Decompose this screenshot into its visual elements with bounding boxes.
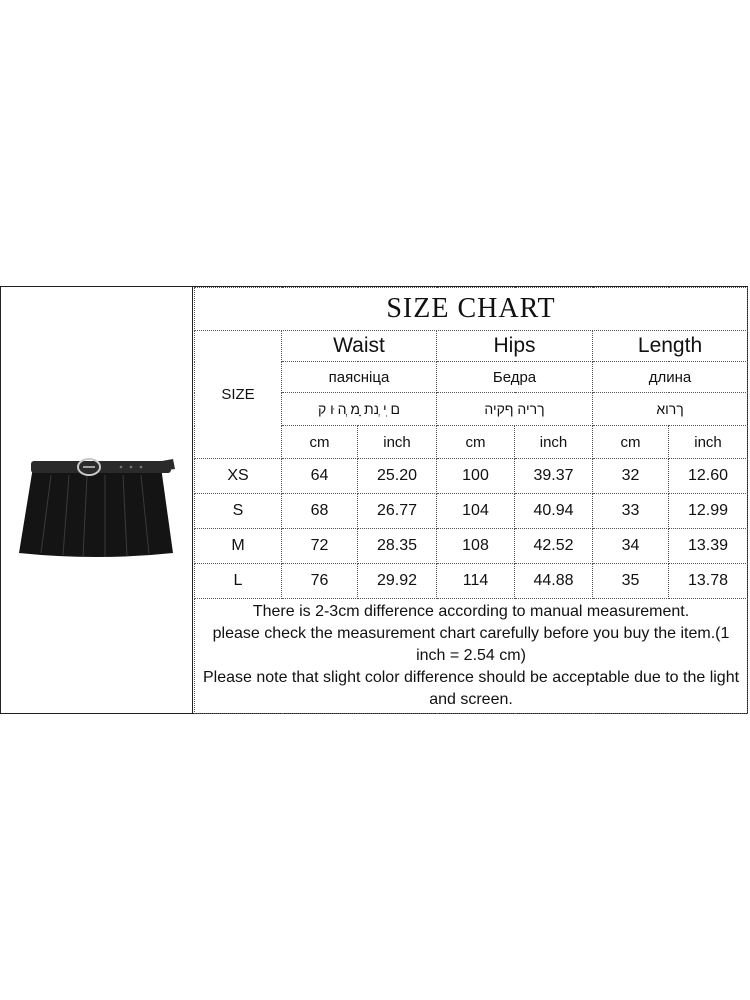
value-cell: 29.92 [358, 564, 437, 599]
table-row [195, 529, 748, 564]
value-cell: 32 [593, 459, 669, 494]
value-cell: 39.37 [515, 459, 593, 494]
chart-title: SIZE CHART [195, 288, 748, 331]
length-inch-unit: inch [669, 426, 748, 459]
hips-cm-unit: cm [437, 426, 515, 459]
value-cell: 44.88 [515, 564, 593, 599]
length-cm-unit: cm [593, 426, 669, 459]
note-line: There is 2-3cm difference according to manual measurement. [252, 603, 690, 620]
table-row [195, 459, 748, 494]
note-line: Please note that slight color difference should be acceptable due to the light and screen. [202, 669, 740, 708]
size-cell: L [195, 564, 282, 599]
hips-header: Hips [437, 331, 593, 362]
value-cell: 68 [282, 494, 358, 529]
length-header: Length [593, 331, 748, 362]
value-cell: 72 [282, 529, 358, 564]
table-row [195, 564, 748, 599]
size-cell: XS [195, 459, 282, 494]
value-cell: 108 [437, 529, 515, 564]
waist-header: Waist [282, 331, 437, 362]
value-cell: 28.35 [358, 529, 437, 564]
note-line: please check the measurement chart carefully before you buy the item.(1 inch = 2.54 cm) [212, 625, 730, 664]
waist-ukrainian-label: паясніца [282, 362, 437, 393]
value-cell: 33 [593, 494, 669, 529]
value-cell: 13.39 [669, 529, 748, 564]
size-cell: M [195, 529, 282, 564]
value-cell: 25.20 [358, 459, 437, 494]
value-cell: 12.60 [669, 459, 748, 494]
value-cell: 114 [437, 564, 515, 599]
size-table [194, 287, 748, 714]
product-photo-panel [1, 287, 193, 713]
waist-cm-unit: cm [282, 426, 358, 459]
length-ukrainian-label: длина [593, 362, 748, 393]
table-row [195, 494, 748, 529]
pleated-skirt-image [11, 453, 183, 563]
value-cell: 104 [437, 494, 515, 529]
size-chart-frame [0, 286, 748, 714]
value-cell: 100 [437, 459, 515, 494]
hips-ukrainian-label: Бедра [437, 362, 593, 393]
value-cell: 40.94 [515, 494, 593, 529]
value-cell: 76 [282, 564, 358, 599]
value-cell: 13.78 [669, 564, 748, 599]
hips-hebrew-label: ךריה ףקיה [437, 393, 593, 426]
size-cell: S [195, 494, 282, 529]
value-cell: 26.77 [358, 494, 437, 529]
value-cell: 12.99 [669, 494, 748, 529]
waist-inch-unit: inch [358, 426, 437, 459]
length-hebrew-label: ךרוא [593, 393, 748, 426]
value-cell: 35 [593, 564, 669, 599]
hips-inch-unit: inch [515, 426, 593, 459]
waist-hebrew-label: ם ִי ְנת ָמ ְה ּו ק [282, 393, 437, 426]
size-chart-table-area [194, 287, 747, 713]
value-cell: 42.52 [515, 529, 593, 564]
measurement-notes [195, 599, 748, 714]
value-cell: 34 [593, 529, 669, 564]
size-column-header: SIZE [195, 331, 282, 459]
value-cell: 64 [282, 459, 358, 494]
